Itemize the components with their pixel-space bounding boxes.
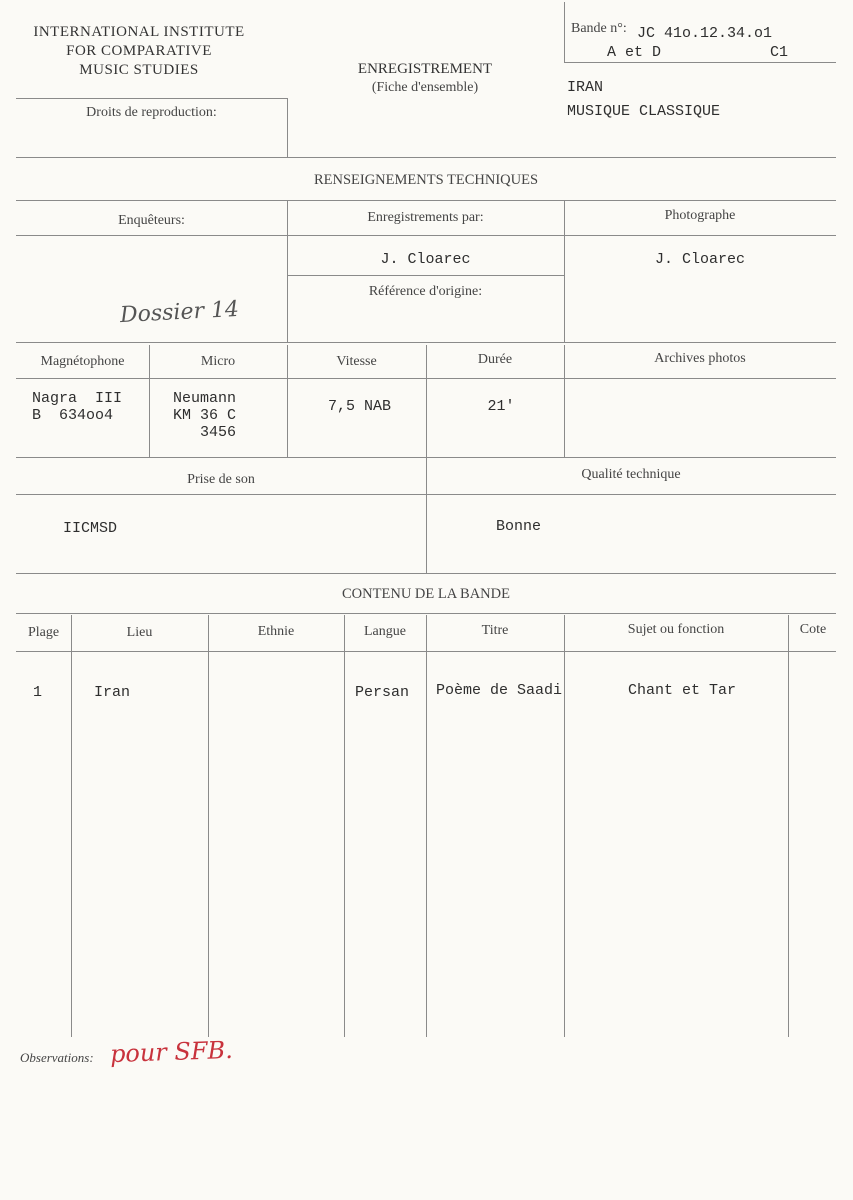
duree-value: 21'	[487, 398, 515, 415]
droits-label: Droits de reproduction:	[86, 105, 217, 120]
prise-vrule	[426, 457, 427, 573]
col-sujet: Sujet ou fonction	[627, 622, 725, 637]
row-1-langue: Persan	[355, 684, 410, 701]
prise-value: IICMSD	[63, 520, 118, 537]
contents-vrule-6	[788, 615, 789, 1037]
bande-code: C1	[770, 44, 789, 61]
equipment-top-rule	[16, 342, 836, 343]
enregistrements-label: Enregistrements par:	[367, 210, 484, 225]
technical-title-rule	[16, 200, 836, 201]
vitesse-value: 7,5 NAB	[327, 398, 391, 415]
technical-section-title: RENSEIGNEMENTS TECHNIQUES	[313, 172, 539, 188]
contents-title-rule	[16, 613, 836, 614]
observations-label: Observations:	[20, 1050, 94, 1065]
photographe-label: Photographe	[664, 208, 736, 223]
contents-vrule-3	[344, 615, 345, 1037]
droits-top-rule	[16, 98, 287, 99]
col-langue: Langue	[364, 624, 406, 639]
bande-number: JC 41o.12.34.o1	[637, 25, 773, 42]
header-bottom-rule	[16, 157, 836, 158]
contents-section-title: CONTENU DE LA BANDE	[342, 586, 510, 602]
droits-right-rule	[287, 98, 288, 158]
institute-line-1: INTERNATIONAL INSTITUTE	[33, 24, 245, 40]
tech-vrule-1	[287, 200, 288, 342]
technical-bottom-rule	[16, 573, 836, 574]
row-1-titre: Poème de Saadi	[436, 682, 563, 699]
row-1-plage: 1	[33, 684, 43, 701]
prise-labels-rule	[16, 494, 836, 495]
bande-box-left-rule	[564, 2, 565, 62]
enregistrements-value: J. Cloarec	[380, 251, 471, 268]
photographe-value: J. Cloarec	[654, 251, 745, 268]
micro-label: Micro	[200, 354, 236, 369]
col-lieu: Lieu	[126, 625, 153, 640]
bande-box-bottom-rule	[564, 62, 836, 63]
col-titre: Titre	[481, 623, 509, 638]
tech-vrule-2	[564, 200, 565, 342]
equip-vrule-1	[149, 345, 150, 457]
enqueteurs-handwritten: Dossier 14	[119, 296, 240, 329]
document-subtitle: (Fiche d'ensemble)	[371, 80, 479, 95]
bande-label: Bande n°:	[571, 21, 627, 36]
bande-sides: A et D	[607, 44, 662, 61]
qualite-value: Bonne	[496, 518, 542, 535]
contents-vrule-2	[208, 615, 209, 1037]
prise-label: Prise de son	[187, 472, 255, 487]
institute-line-3: MUSIC STUDIES	[79, 62, 199, 78]
document-title: ENREGISTREMENT	[357, 61, 493, 77]
reference-rule	[287, 275, 564, 276]
genre-value: MUSIQUE CLASSIQUE	[567, 103, 721, 120]
contents-vrule-1	[71, 615, 72, 1037]
col-cote: Cote	[799, 622, 827, 637]
micro-value: Neumann KM 36 C 3456	[173, 390, 237, 441]
duree-label: Durée	[477, 352, 513, 367]
observations-handwritten: pour SFB.	[109, 1035, 234, 1069]
vitesse-label: Vitesse	[336, 354, 377, 369]
magnetophone-value: Nagra III B 634oo4	[32, 390, 123, 424]
col-plage: Plage	[27, 625, 60, 640]
country-value: IRAN	[567, 79, 604, 96]
contents-vrule-5	[564, 615, 565, 1037]
reference-label: Référence d'origine:	[368, 284, 483, 299]
tech-labels-rule	[16, 235, 836, 236]
qualite-label: Qualité technique	[581, 467, 681, 482]
enqueteurs-label: Enquêteurs:	[118, 213, 185, 228]
contents-vrule-4	[426, 615, 427, 1037]
institute-name	[14, 23, 264, 80]
col-ethnie: Ethnie	[257, 624, 295, 639]
magnetophone-label: Magnétophone	[40, 354, 125, 369]
archives-label: Archives photos	[654, 351, 746, 366]
institute-line-2: FOR COMPARATIVE	[66, 43, 212, 59]
row-1-lieu: Iran	[94, 684, 131, 701]
row-1-sujet: Chant et Tar	[628, 682, 737, 699]
